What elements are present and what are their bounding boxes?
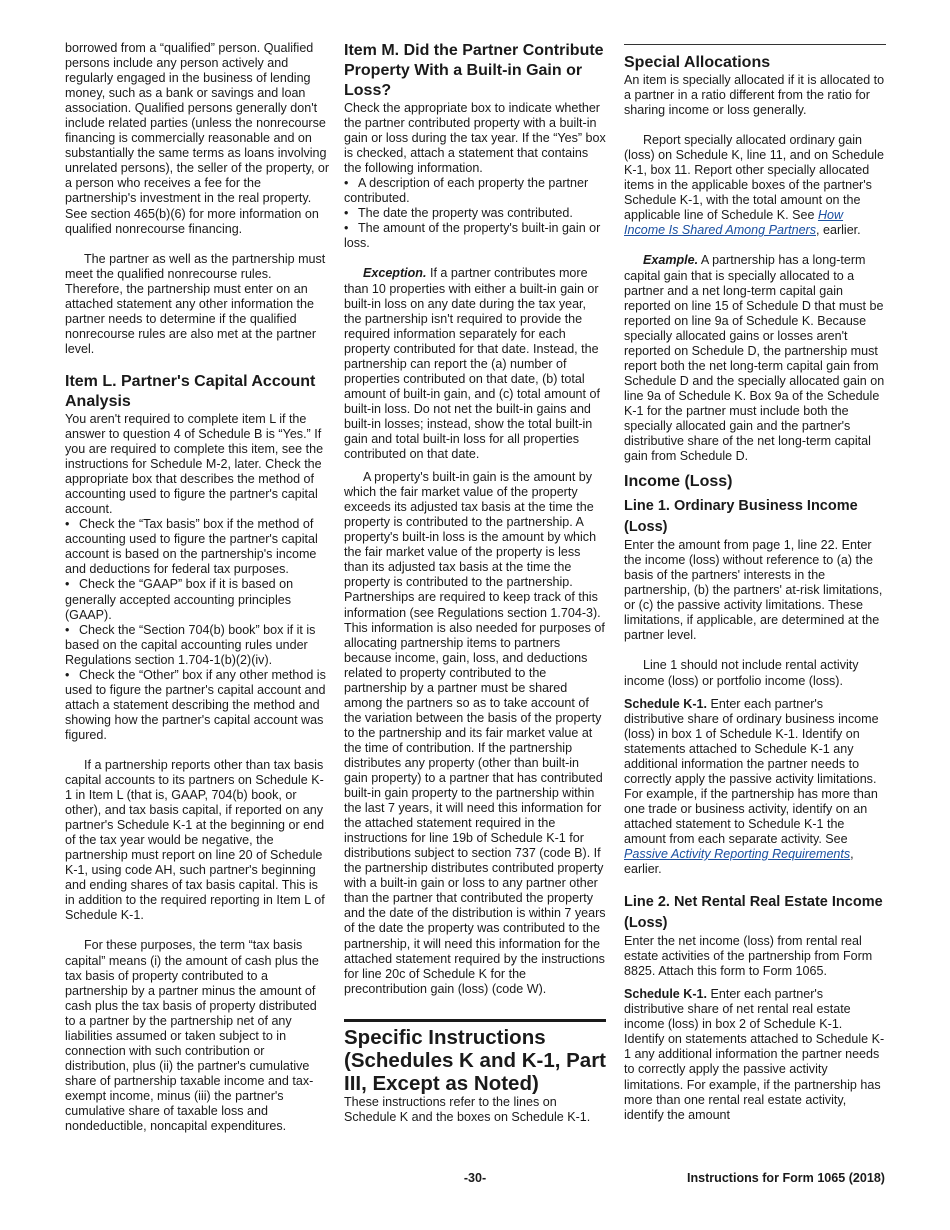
column-right	[624, 41, 886, 1123]
page-number: -30-	[463, 1171, 487, 1185]
paragraph-example: Example. A partnership has a long-term capital gain that is specially allocated to a partner and a net long-term capital gain reported on line 15 of Schedule D that must be reported on line 9a of Schedule K. Because specially allocated gains or losses aren't reported on Schedule D, the partnership must report both the net long-term capital gain from Schedule D and the specially allocated gain on line 9a of Schedule K. Box 9a of the Schedule K-1 for the partner must include both the specially allocated gain and the partner's distributive share of the net long-term capital gain from Schedule D.	[624, 253, 885, 464]
bullet-icon: •	[344, 221, 349, 236]
paragraph-item-m-intro: Check the appropriate box to indicate whether the partner contributed property with a built-in gain or loss during the tax year. If the “Yes” box is checked, attach a statement that contains the following information.	[344, 101, 606, 176]
heading-item-l: Item L. Partner's Capital Account Analysis	[65, 372, 316, 410]
paragraph-k1-line-2: Schedule K-1. Enter each partner's distributive share of net rental real estate income (loss) in box 2 of Schedule K-1. Identify on statements attached to Schedule K-1 any additional information the partner needs to correctly apply the passive activity limitations. For example, if the partnership has more than one rental real estate activity, identify the amount	[624, 987, 885, 1122]
bullet-icon: •	[65, 577, 70, 592]
bullet-tax-basis: • Check the “Tax basis” box if the method of accounting used to figure the partner's capital account is based on the partnership's income and deductions for federal tax purposes.	[65, 517, 318, 577]
bullet-date: • The date the property was contributed.	[344, 206, 573, 221]
k1-label: Schedule K-1.	[624, 987, 707, 1002]
heading-income-loss: Income (Loss)	[624, 473, 733, 491]
exception-label: Exception.	[363, 266, 427, 281]
form-title: Instructions for Form 1065 (2018)	[686, 1171, 885, 1185]
paragraph-k1-line-1: Schedule K-1. Enter each partner's distributive share of ordinary business income (loss) in box 1 of Schedule K-1. Identify on statements attached to Schedule K-1 any additional information the partner needs to correctly apply the passive activity limitations. For example, if the partnership has more than one trade or business activity, identify on an attached statement to Schedule K-1 the amount from each separate activity. See Passive Activity Reporting Requirements, earlier.	[624, 696, 879, 877]
heading-line-2: Line 2. Net Rental Real Estate Income (Loss)	[624, 894, 883, 932]
paragraph-report-special: Report specially allocated ordinary gain (loss) on Schedule K, line 11, and on Schedule K-1, box 11. Report other specially allocated items in the applicable boxes of the partner's Schedule K-1, with the total amount on the applicable line of Schedule K. See How Income Is Shared Among Partners, earlier.	[624, 133, 884, 238]
paragraph-line-2: Enter the net income (loss) from rental real estate activities of the partnership from Form 8825. Attach this form to Form 1065.	[624, 934, 873, 979]
paragraph-special-intro: An item is specially allocated if it is allocated to a partner in a ratio different from the ratio for sharing income or loss generally.	[624, 73, 885, 118]
heading-special-allocations: Special Allocations	[624, 54, 771, 71]
paragraph-tax-basis-reporting: If a partnership reports other than tax basis capital accounts to its partners on Schedule K-1 in Item L (that is, GAAP, 704(b) book, or other), and tax basis capital, if reported on any partner's Schedule K-1 at the beginning or end of the tax year would be negative, the partnership must report on line 20 of Schedule K-1, using code AH, such partner's beginning and ending shares of tax basis capital. This is in addition to the required reporting in Item L of Schedule K-1.	[65, 757, 325, 923]
column-middle	[344, 41, 606, 1125]
section-specific-instructions	[344, 1019, 606, 1125]
paragraph-exception: Exception. If a partner contributes more than 10 properties with either a built-in gain or built-in loss on any date during the tax year, the partnership isn't required to provide the required information separately for each property contributed for that date. Instead, the partnership can report the (a) number of properties contributed on that date, (b) total amount of built-in gain, and (c) total amount of built-in loss. Do not net the built-in gains and built-in losses; instead, show the total built-in gain and total built-in loss for all properties contributed on that date.	[344, 266, 600, 462]
paragraph-line-1: Enter the amount from page 1, line 22. Enter the income (loss) without reference to (a) the basis of the partners' interests in the partnership, (b) the partners' at-risk limitations, or (c) the passive activity limitations. These limitations, if applicable, are determined at the partner level.	[624, 538, 883, 643]
paragraph-item-l-intro: You aren't required to complete item L if the answer to question 4 of Schedule B is “Yes.” If you are required to complete this item, see the instructions for Schedule M-2, later. Check the appropriate box that describes the method of accounting used to figure the partner's capital account.	[65, 411, 324, 517]
heading-line-1: Line 1. Ordinary Business Income (Loss)	[624, 498, 858, 536]
bullet-amount: • The amount of the property's built-in gain or loss.	[344, 221, 601, 251]
heading-specific-instructions: Specific Instructions (Schedules K and K-1, Part III, Except as Noted)	[344, 1025, 607, 1095]
section-special-allocations	[624, 44, 886, 118]
bullet-description: • A description of each property the partner contributed.	[344, 176, 589, 206]
bullet-icon: •	[65, 667, 70, 682]
paragraph-tax-basis-definition: For these purposes, the term “tax basis capital” means (i) the amount of cash plus the tax basis of property contributed to a partnership by a partner minus the amount of cash plus the tax basis of property distributed to a partner by the partnership net of any liabilities assumed or taken subject to in connection with such contribution or distribution, plus (ii) the partner's cumulative share of partnership taxable income and tax-exempt income, minus (iii) the partner's cumulative share of taxable loss and nondeductible, noncapital expenditures.	[65, 938, 319, 1134]
bullet-icon: •	[344, 206, 349, 221]
bullet-gaap: • Check the “GAAP” box if it is based on generally accepted accounting principles (GAAP).	[65, 577, 294, 622]
bullet-icon: •	[344, 176, 349, 191]
column-left	[65, 41, 330, 1134]
paragraph-line-1-exclusion: Line 1 should not include rental activity income (loss) or portfolio income (loss).	[624, 658, 859, 688]
paragraph-qualified-persons: borrowed from a “qualified” person. Qualified persons include any person actively and regularly engaged in the business of lending money, such as a bank or savings and loan association. Qualified persons generally don't include related parties (unless the nonrecourse financing is commercially reasonable and on substantially the same terms as loans involving unrelated persons), the seller of the property, or a person who receives a fee for the partnership's investment in the real property. See section 465(b)(6) for more information on qualified nonrecourse financing.	[65, 41, 330, 236]
bullet-icon: •	[65, 622, 70, 637]
k1-label: Schedule K-1.	[624, 696, 707, 711]
example-label: Example.	[643, 253, 699, 268]
paragraph-specific-intro: These instructions refer to the lines on Schedule K and the boxes on Schedule K-1.	[344, 1094, 591, 1124]
bullet-icon: •	[65, 517, 70, 532]
bullet-other: • Check the “Other” box if any other method is used to figure the partner's capital account and attach a statement describing the method and showing how the partner's capital account was figured.	[65, 667, 326, 742]
link-how-income-shared[interactable]: How Income Is Shared Among Partners	[624, 208, 844, 238]
paragraph-built-in-gain: A property's built-in gain is the amount by which the fair market value of the property exceeds its adjusted tax basis at the time the property is contributed to the partnership. A property's built-in loss is the amount by which the fair market value of the property is less than its adjusted tax basis at the time the property is contributed to the partnership. Partnerships are required to keep track of this information (see Regulations section 1.704-3). This information is also needed for purposes of allocating partnership items to partners because income, gain, loss, and deductions related to property contributed to the partnership by a partner must be shared among the partners so as to take account of the variation between the basis of the property to the partnership and its fair market value at the time of contribution. If the partnership distributes any property (other than built-in gain property) to a partner that has contributed built-in gain property to the partnership within the last 7 years, it will need this information for the attached statement required in the instructions for line 19b of Schedule K-1 for distributions subject to section 737 (code B). If the partnership distributes contributed property with a built-in gain or loss to any partner other than the partner that contributed the property and the date of the distribution is within 7 years of the date the property was contributed to the partnership, it will need this information for the attached statement required by the instructions for line 20c of Schedule K for the precontribution gain (loss) (code W).	[344, 470, 606, 996]
heading-item-m: Item M. Did the Partner Contribute Property With a Built-in Gain or Loss?	[344, 42, 604, 99]
link-passive-activity[interactable]: Passive Activity Reporting Requirements	[624, 847, 851, 862]
paragraph-nonrecourse-rules: The partner as well as the partnership must meet the qualified nonrecourse rules. Therefore, the partnership must enter on an attached statement any other information the partner needs to determine if the qualified nonrecourse rules are also met at the partner level.	[65, 251, 326, 356]
bullet-section-704b: • Check the “Section 704(b) book” box if it is based on the capital accounting rules under Regulations section 1.704-1(b)(2)(iv).	[65, 622, 316, 667]
